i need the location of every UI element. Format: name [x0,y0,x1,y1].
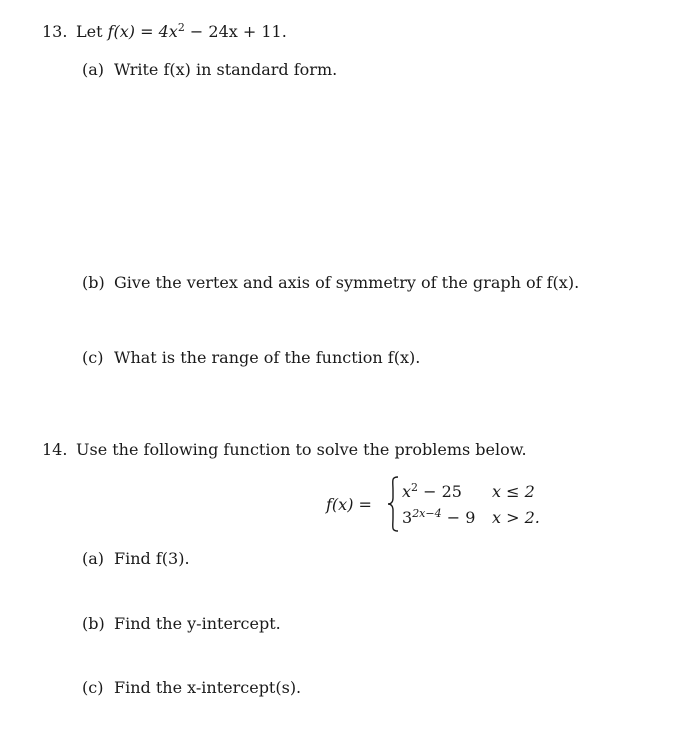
piecewise-row1-expression: $x^2 - 25$ [402,481,462,501]
piecewise-lhs: f(x) = [326,495,372,514]
problem-14-number: 14. [42,440,68,459]
problem-14-part-c [82,678,301,697]
part-label: (b) [82,614,105,633]
problem-13-stem [42,22,287,41]
problem-13-exponent: 2 [177,21,185,34]
problem-13-formula: f(x) = 4x [107,22,178,41]
part-label: (c) [82,348,104,367]
left-brace [386,476,400,532]
part-label: (a) [82,60,105,79]
part-text: Find f(3). [114,549,190,568]
problem-13-stem-prefix: Let [76,22,108,41]
part-label: (c) [82,678,104,697]
problem-14-stem [42,440,527,459]
problem-14-part-a [82,549,190,568]
problem-14-part-b [82,614,281,633]
piecewise-row2-expression: $3^{2x-4} - 9$ [402,507,476,527]
piecewise-row1-condition: x ≤ 2 [492,482,535,501]
problem-13-formula-rest: − 24x + 11. [184,22,287,41]
part-text: Give the vertex and axis of symmetry of the graph of f(x). [114,273,580,292]
problem-14-stem-text: Use the following function to solve the problems below. [76,440,527,459]
piecewise-row2-condition: x > 2. [492,508,540,527]
problem-13-number: 13. [42,22,68,41]
part-text: Write f(x) in standard form. [114,60,338,79]
part-label: (a) [82,549,105,568]
part-text: Find the y-intercept. [114,614,281,633]
problem-13-part-b [82,273,579,292]
piecewise-function [326,476,556,532]
part-text: Find the x-intercept(s). [114,678,302,697]
part-label: (b) [82,273,105,292]
problem-13-part-a [82,60,337,79]
problem-13-part-c [82,348,420,367]
part-text: What is the range of the function f(x). [114,348,421,367]
